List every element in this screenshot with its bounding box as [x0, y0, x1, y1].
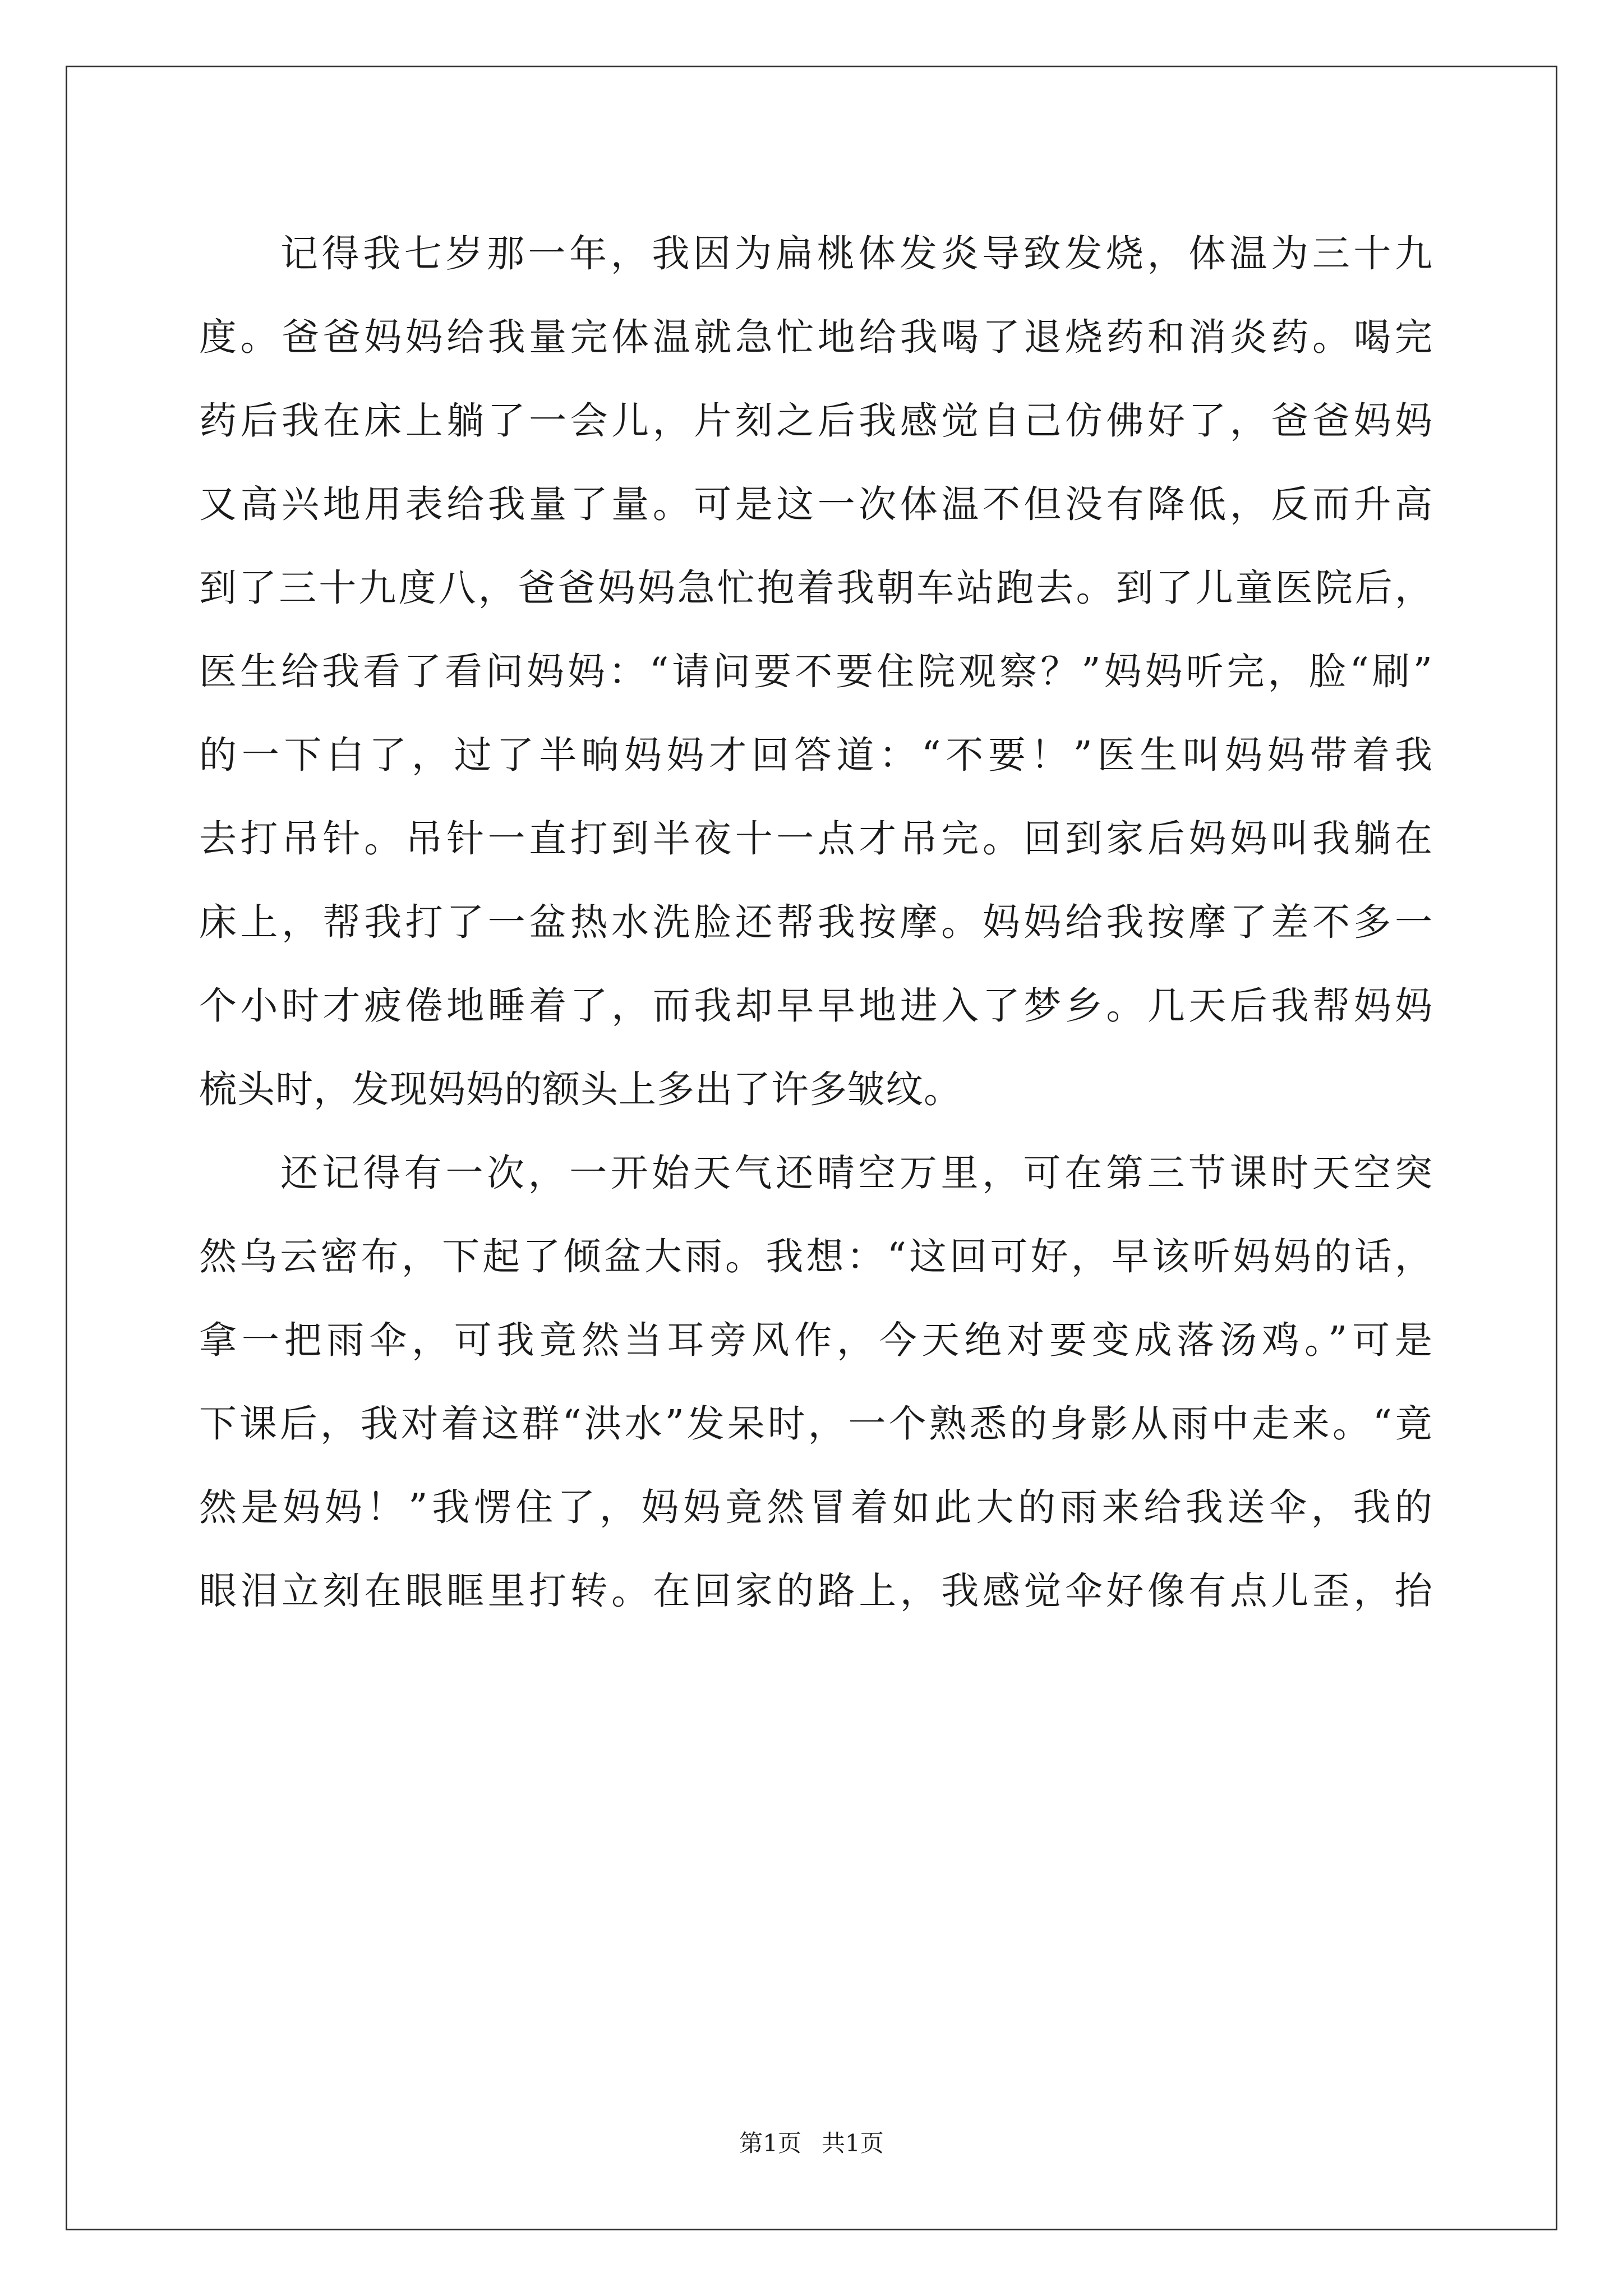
paragraph-1-line-3: 药后我在床上躺了一会儿，片刻之后我感觉自己仿佛好了，爸爸妈妈 [199, 399, 1433, 443]
page-number: 第1页 [739, 2129, 801, 2157]
paragraph-1-line-10: 个小时才疲倦地睡着了，而我却早早地进入了梦乡。几天后我帮妈妈 [199, 984, 1433, 1028]
paragraph-2-line-3: 拿一把雨伞，可我竟然当耳旁风作，今天绝对要变成落汤鸡。”可是 [199, 1318, 1433, 1362]
paragraph-1-line-2: 度。爸爸妈妈给我量完体温就急忙地给我喝了退烧药和消炎药。喝完 [199, 315, 1433, 359]
paragraph-1-line-6: 医生给我看了看问妈妈：“请问要不要住院观察？”妈妈听完，脸“刷” [199, 650, 1433, 693]
paragraph-2-line-4: 下课后，我对着这群“洪水”发呆时，一个熟悉的身影从雨中走来。“竟 [199, 1402, 1433, 1446]
paragraph-1-line-4: 又高兴地用表给我量了量。可是这一次体温不但没有降低，反而升高 [199, 482, 1433, 526]
paragraph-1-line-9: 床上，帮我打了一盆热水洗脸还帮我按摩。妈妈给我按摩了差不多一 [199, 900, 1433, 944]
document-body [199, 212, 1433, 1633]
paragraph-2-line-5: 然是妈妈！”我愣住了，妈妈竟然冒着如此大的雨来给我送伞，我的 [199, 1485, 1433, 1529]
paragraph-1-line-7: 的一下白了，过了半晌妈妈才回答道：“不要！”医生叫妈妈带着我 [199, 733, 1433, 777]
paragraph-2-line-2: 然乌云密布，下起了倾盆大雨。我想：“这回可好，早该听妈妈的话， [199, 1235, 1433, 1278]
paragraph-1-line-11: 梳头时，发现妈妈的额头上多出了许多皱纹。 [199, 1068, 962, 1111]
paragraph-1-line-1: 记得我七岁那一年，我因为扁桃体发炎导致发烧，体温为三十九 [280, 232, 1433, 275]
page-total: 共1页 [822, 2129, 884, 2157]
paragraph-1-line-8: 去打吊针。吊针一直打到半夜十一点才吊完。回到家后妈妈叫我躺在 [199, 817, 1433, 861]
page-footer [0, 2125, 1623, 2159]
paragraph-2-line-1: 还记得有一次，一开始天气还晴空万里，可在第三节课时天空突 [280, 1151, 1433, 1195]
paragraph-1-line-5: 到了三十九度八，爸爸妈妈急忙抱着我朝车站跑去。到了儿童医院后， [199, 566, 1433, 610]
paragraph-2-line-6: 眼泪立刻在眼眶里打转。在回家的路上，我感觉伞好像有点儿歪，抬 [199, 1569, 1433, 1613]
